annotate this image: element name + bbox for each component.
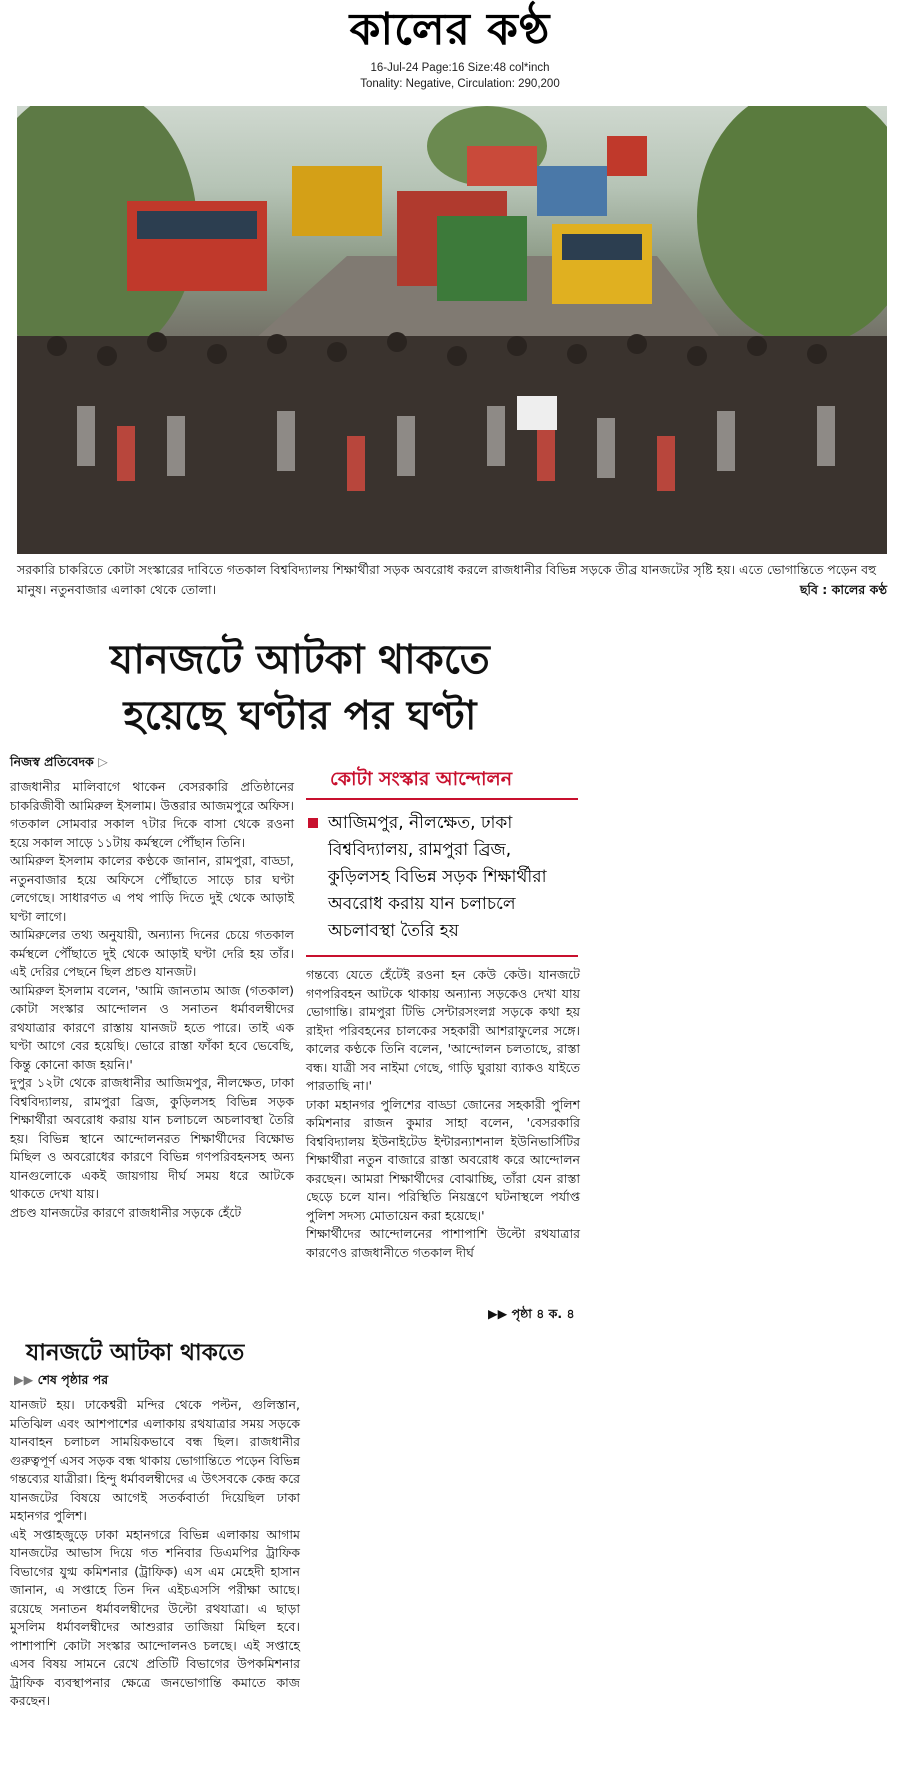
paragraph: এই সপ্তাহজুড়ে ঢাকা মহানগরে বিভিন্ন এলাকায় আগাম যানজটের আভাস দিয়ে গত শনিবার ডিএমপির ট্রাফিক বিভাগের যুগ্ম কমিশনার (ট্রাফিক) এস এম মেহেদী হাসান জানান, এ সপ্তাহে তিন দিন এইচএসসি পরীক্ষা আছে। রয়েছে সনাতন ধর্মাবলম্বীদের উল্টো রথযাত্রা। এ ছাড়া মুসলিম ধর্মাবলম্বীদের আশুরার তাজিয়া মিছিল হবে। পাশাপাশি কোটা সংস্কার আন্দোলনও চলছে। এই সপ্তাহে এসব বিষয় সামনে রেখে প্রতিটি বিভাগের উপকমিশনার ট্রাফিক ব্যবস্থাপনার ক্ষেত্রে জনভোগান্তি কমাতে কাজ করছেন।: [10, 1526, 300, 1708]
article-deck: [306, 800, 578, 957]
article-headline: [20, 632, 580, 744]
headline-line2: হয়েছে ঘণ্টার পর ঘণ্টা: [123, 692, 477, 739]
protest-traffic-photo-illustration: [17, 106, 887, 554]
red-square-icon: [308, 818, 318, 828]
paragraph: রাজধানীর মালিবাগে থাকেন বেসরকারি প্রতিষ্ঠানের চাকরিজীবী আমিরুল ইসলাম। উত্তরার আজমপুরে অফিস। গতকাল সোমবার সকাল ৭টার দিকে বাসা থেকে রওনা হয়ে সকাল সাড়ে ১১টায় কর্মস্থলে পৌঁছান তিনি।: [10, 779, 294, 850]
continued-on-page: [488, 1306, 575, 1326]
paragraph: দুপুর ১২টা থেকে রাজধানীর আজিমপুর, নীলক্ষেত, ঢাকা বিশ্ববিদ্যালয়, রামপুরা ব্রিজ, কুড়িলসহ বিভিন্ন সড়ক শিক্ষার্থীরা অবরোধ করায় যান চলাচলে অচলাবস্থা তৈরি হয়। বিভিন্ন স্থানে আন্দোলনরত শিক্ষার্থীদের বিক্ষোভ মিছিল ও অবরোধের কারণে বিভিন্ন গণপরিবহনসহ অন্য যানগুলোকে একই জায়গায় দীর্ঘ সময় ধরে আটকে থাকতে দেখা যায়।: [10, 1075, 294, 1201]
clipping-meta-line1: 16-Jul-24 Page:16 Size:48 col*inch: [370, 62, 550, 74]
paragraph: শিক্ষার্থীদের আন্দোলনের পাশাপাশি উল্টো রথযাত্রার কারণেও রাজধানীতে গতকাল দীর্ঘ: [306, 1226, 580, 1260]
continuation-column: [10, 1396, 300, 1711]
masthead: [0, 0, 904, 96]
topic-sidebar: [306, 766, 578, 957]
paragraph: আমিরুলের তথ্য অনুযায়ী, অন্যান্য দিনের চেয়ে গতকাল কর্মস্থলে পৌঁছাতে দুই থেকে আড়াই ঘণ্টা দেরি হয় তাঁর। এই দেরির পেছনে ছিল প্রচণ্ড যানজট।: [10, 927, 294, 979]
photo-caption: [17, 560, 887, 600]
paragraph: প্রচণ্ড যানজটের কারণে রাজধানীর সড়কে হেঁটে: [10, 1204, 242, 1220]
article-column-1: [10, 778, 294, 1222]
headline-line1: যানজটে আটকা থাকতে: [110, 636, 490, 683]
photo-credit: ছবি : কালের কণ্ঠ: [799, 582, 887, 597]
paragraph: ঢাকা মহানগর পুলিশের বাড্ডা জোনের সহকারী পুলিশ কমিশনার রাজন কুমার সাহা বলেন, 'বেসরকারি বিশ্ববিদ্যালয় ইউনাইটেড ইন্টারন্যাশনাল ইউনিভার্সিটির শিক্ষার্থীরা নতুন বাজারে রাস্তা অবরোধ করে আন্দোলন করছেন। আমরা শিক্ষার্থীদের বোঝাচ্ছি, তাঁরা যেন রাস্তা ছেড়ে চলে যান। পরিস্থিতি নিয়ন্ত্রণে ঘটনাস্থলে পর্যাপ্ত পুলিশ সদস্য মোতায়েন করা হয়েছে।': [306, 1096, 580, 1223]
continue-page-ref: পৃষ্ঠা ৪ ক. ৪: [511, 1306, 575, 1321]
newspaper-logo: কালের কণ্ঠ: [349, 4, 551, 55]
continuation-title: যানজটে আটকা থাকতে: [26, 1339, 245, 1366]
continued-from: [14, 1372, 108, 1392]
from-arrow-icon: ▶▶: [14, 1372, 34, 1387]
caption-text: সরকারি চাকরিতে কোটা সংস্কারের দাবিতে গতকাল বিশ্ববিদ্যালয় শিক্ষার্থীরা সড়ক অবরোধ করলে রাজধানীর বিভিন্ন সড়কে তীব্র যানজটের সৃষ্টি হয়। এতে ভোগান্তিতে পড়েন বহু মানুষ। নতুনবাজার এলাকা থেকে তোলা।: [17, 562, 877, 597]
reporter-name: নিজস্ব প্রতিবেদক: [10, 754, 94, 769]
article-column-2: [306, 966, 580, 1262]
reporter-byline: [10, 754, 108, 774]
paragraph: আমিরুল ইসলাম বলেন, 'আমি জানতাম আজ (গতকাল) কোটা সংস্কার আন্দোলন ও সনাতন ধর্মাবলম্বীদের রথযাত্রার কারণে রাস্তায় যানজট হতে পারে। তাই এক ঘণ্টা আগে বের হয়েছি। ভোরে রাস্তা ফাঁকা হবে ভেবেছি, কিন্তু কোনো কাজ হয়নি।': [10, 982, 294, 1072]
paragraph: যানজট হয়। ঢাকেশ্বরী মন্দির থেকে পল্টন, গুলিস্তান, মতিঝিল এবং আশপাশের এলাকায় রথযাত্রার সময় সড়কে যানবাহন চলাচল সাময়িকভাবে বন্ধ ছিল। রাজধানীর গুরুত্বপূর্ণ এসব সড়ক বন্ধ থাকায় ভোগান্তিতে পড়েন বিভিন্ন গন্তব্যের যাত্রীরা। হিন্দু ধর্মাবলম্বীদের এ উৎসবকে কেন্দ্র করে যানজটের বিষয়ে আগেই সতর্কবার্তা দিয়েছিল ঢাকা মহানগর পুলিশ।: [10, 1397, 300, 1523]
continue-arrow-icon: ▶▶: [488, 1306, 508, 1321]
from-label: শেষ পৃষ্ঠার পর: [37, 1372, 109, 1387]
paragraph: আমিরুল ইসলাম কালের কণ্ঠকে জানান, রামপুরা, বাড্ডা, নতুনবাজার হয়ে অফিসে পৌঁছাতে সাড়ে চার ঘণ্টা লেগেছে। সাধারণত এ পথ পাড়ি দিতে দুই থেকে আড়াই ঘণ্টা লাগে।: [10, 853, 294, 924]
news-photo: [17, 106, 887, 554]
paragraph: গন্তব্যে যেতে হেঁটেই রওনা হন কেউ কেউ। যানজটে গণপরিবহন আটকে থাকায় অন্যান্য সড়কেও দেখা যায় ভোগান্তি। রামপুরা টিভি সেন্টারসংলগ্ন সড়কে কথা হয় রাইদা পরিবহনের চালকের সহকারী আশরাফুলের সঙ্গে। কালের কণ্ঠকে তিনি বলেন, 'আন্দোলন চলতাছে, রাস্তা বন্ধ। যাত্রী সব নাইমা গেছে, গাড়ি ঘুরায়া ব্যাকও যাইতে পারতাছি না।': [306, 967, 580, 1093]
byline-arrow-icon: ▷: [98, 754, 108, 769]
clipping-meta-line2: Tonality: Negative, Circulation: 290,200: [360, 78, 560, 90]
deck-text: আজিমপুর, নীলক্ষেত, ঢাকা বিশ্ববিদ্যালয়, রামপুরা ব্রিজ, কুড়িলসহ বিভিন্ন সড়ক শিক্ষার্থীরা অবরোধ করায় যান চলাচলে অচলাবস্থা তৈরি হয়: [328, 813, 547, 941]
topic-label: কোটা সংস্কার আন্দোলন: [306, 766, 578, 800]
